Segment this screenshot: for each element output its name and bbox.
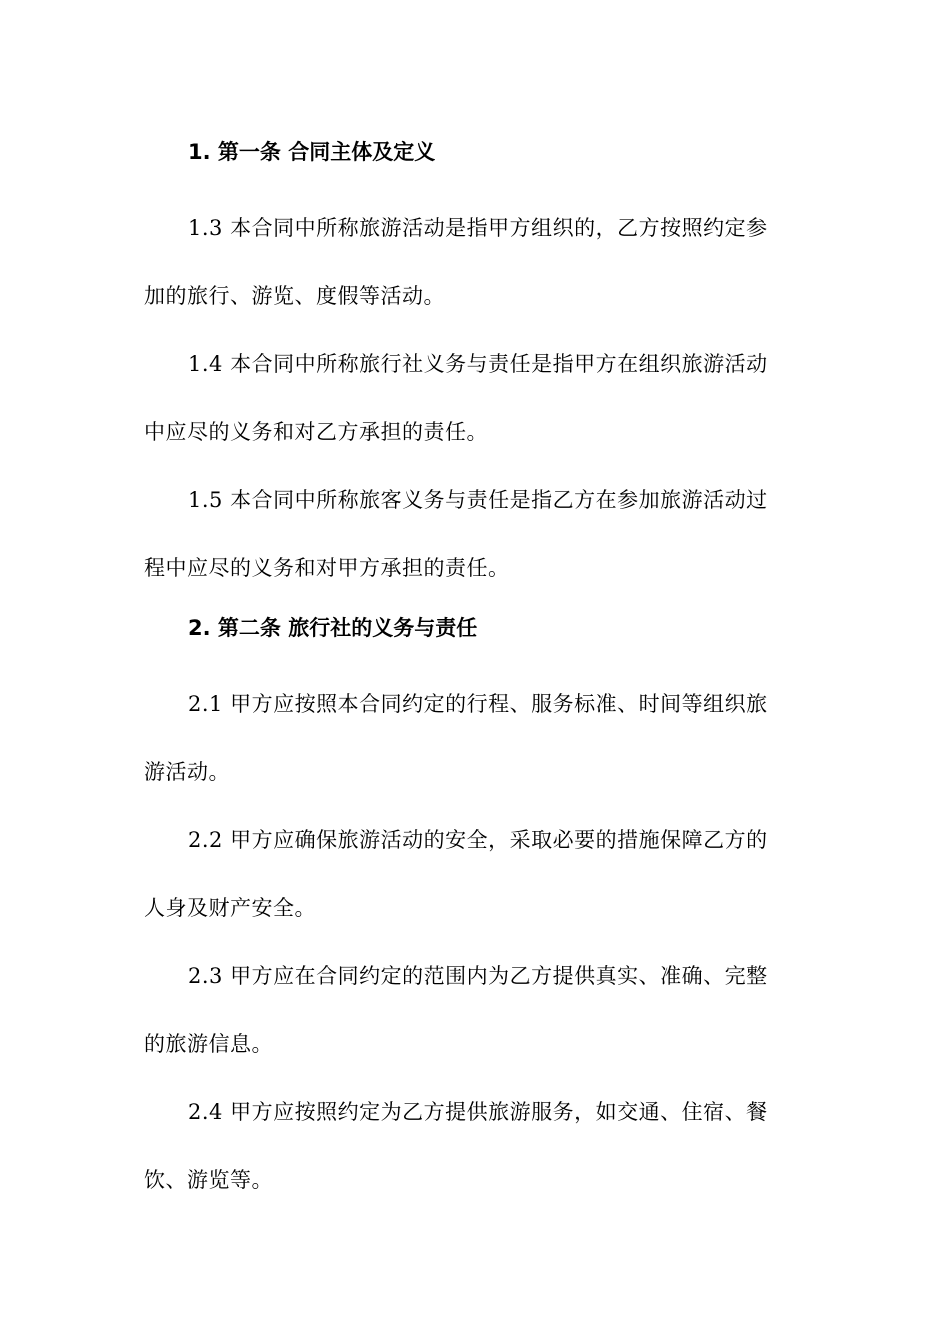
clause-2-1-line2: 游活动。 — [144, 760, 230, 784]
clause-2-1-line1: 2.1 甲方应按照本合同约定的行程、服务标准、时间等组织旅 — [188, 692, 768, 716]
clause-2-2-line1: 2.2 甲方应确保旅游活动的安全，采取必要的措施保障乙方的 — [188, 828, 768, 852]
clause-2-3 — [144, 942, 806, 1078]
clause-2-2-line2: 人身及财产安全。 — [144, 896, 316, 920]
clause-1-5 — [144, 466, 806, 602]
document-body — [144, 130, 806, 1214]
clause-1-3-line2: 加的旅行、游览、度假等活动。 — [144, 284, 445, 308]
clause-1-4-line2: 中应尽的义务和对乙方承担的责任。 — [144, 420, 488, 444]
clause-2-3-line1: 2.3 甲方应在合同约定的范围内为乙方提供真实、准确、完整 — [188, 964, 768, 988]
clause-1-4-line1: 1.4 本合同中所称旅行社义务与责任是指甲方在组织旅游活动 — [188, 352, 768, 376]
clause-2-1 — [144, 670, 806, 806]
clause-2-3-line2: 的旅游信息。 — [144, 1032, 273, 1056]
clause-2-2 — [144, 806, 806, 942]
clause-1-5-line2: 程中应尽的义务和对甲方承担的责任。 — [144, 556, 510, 580]
clause-2-4 — [144, 1078, 806, 1214]
clause-1-3 — [144, 194, 806, 330]
clause-2-4-line1: 2.4 甲方应按照约定为乙方提供旅游服务，如交通、住宿、餐 — [188, 1100, 768, 1124]
section-heading-1: 1. 第一条 合同主体及定义 — [188, 140, 436, 164]
clause-1-3-line1: 1.3 本合同中所称旅游活动是指甲方组织的，乙方按照约定参 — [188, 216, 768, 240]
clause-1-4 — [144, 330, 806, 466]
clause-1-5-line1: 1.5 本合同中所称旅客义务与责任是指乙方在参加旅游活动过 — [188, 488, 768, 512]
section-heading-2: 2. 第二条 旅行社的义务与责任 — [188, 616, 478, 640]
clause-2-4-line2: 饮、游览等。 — [144, 1168, 273, 1192]
